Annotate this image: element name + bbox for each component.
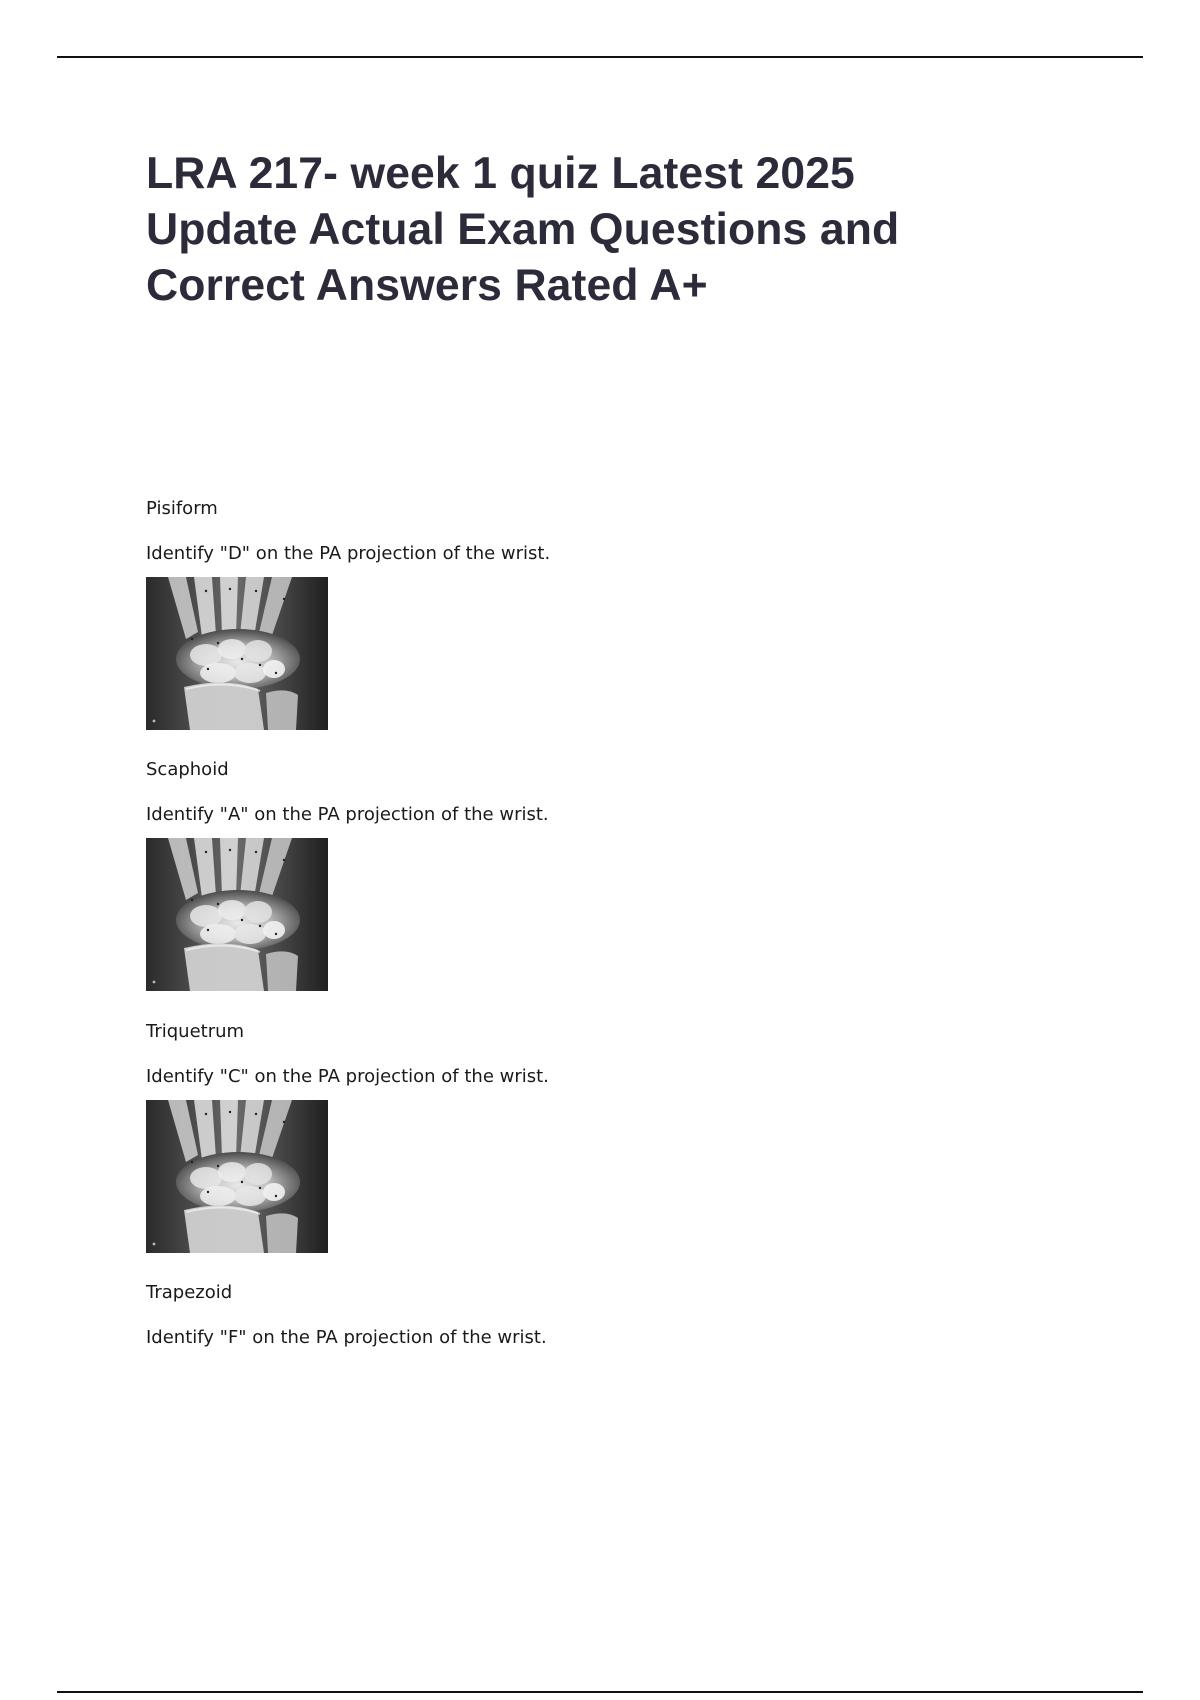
question-text: Identify "A" on the PA projection of the wrist. [146, 804, 549, 825]
question-text: Identify "F" on the PA projection of the wrist. [146, 1327, 547, 1348]
wrist-xray-image [146, 577, 328, 730]
title-line: LRA 217- week 1 quiz Latest 2025 [146, 149, 855, 198]
wrist-xray-image [146, 838, 328, 991]
bottom-divider [57, 1691, 1143, 1693]
title-line: Update Actual Exam Questions and [146, 205, 900, 254]
answer-text: Trapezoid [146, 1282, 233, 1303]
answer-text: Pisiform [146, 498, 218, 519]
answer-text: Scaphoid [146, 759, 229, 780]
question-text: Identify "C" on the PA projection of the wrist. [146, 1066, 549, 1087]
answer-text: Triquetrum [146, 1021, 245, 1042]
top-divider [57, 56, 1143, 58]
wrist-xray-image [146, 1100, 328, 1253]
document-title [146, 146, 1046, 314]
question-text: Identify "D" on the PA projection of the wrist. [146, 543, 551, 564]
title-line: Correct Answers Rated A+ [146, 261, 708, 310]
